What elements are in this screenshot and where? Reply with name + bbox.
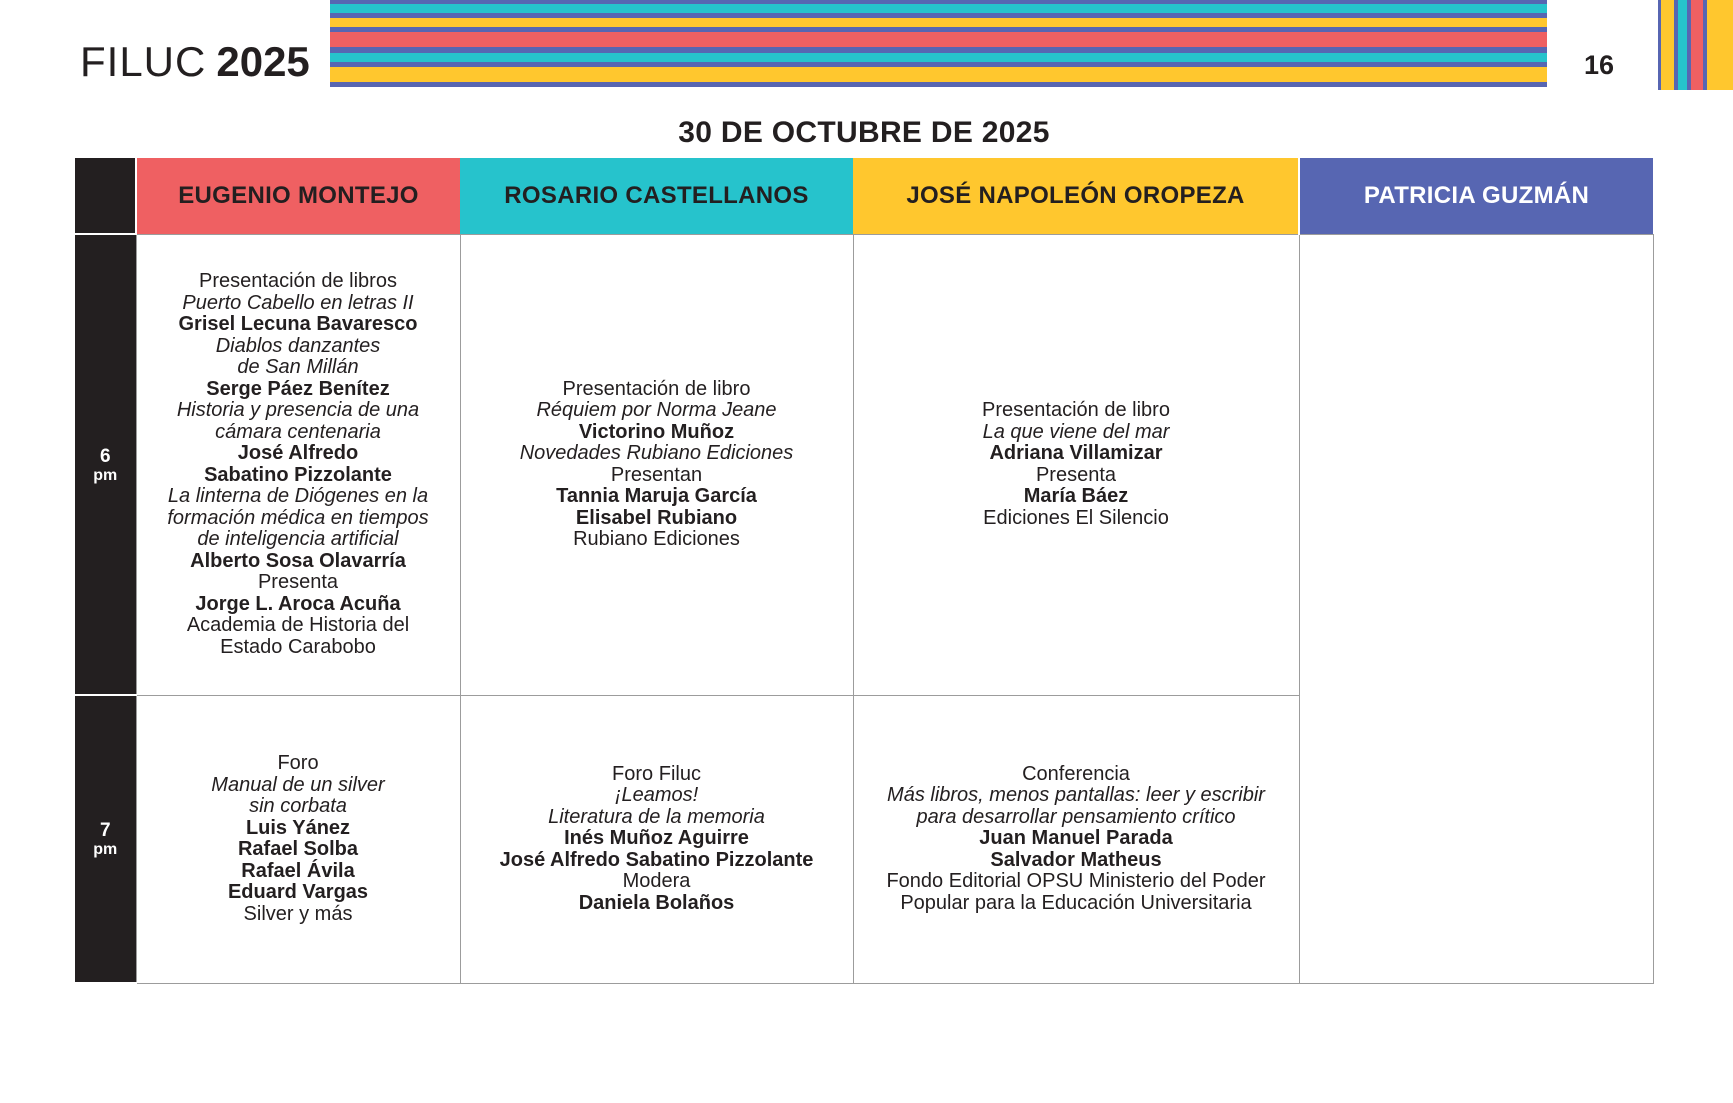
time-meridiem: pm <box>93 466 118 484</box>
event-cell-eugenio-montejo-7pm <box>136 695 460 983</box>
event-line: Foro Filuc <box>612 762 701 785</box>
event-cell-jose-napoleon-oropeza-7pm <box>853 695 1299 983</box>
event-line: Daniela Bolaños <box>578 891 735 914</box>
event-line: Luis Yánez <box>245 816 351 839</box>
event-line: Presentación de libros <box>199 270 397 292</box>
event-line: Más libros, menos pantallas: leer y escribir <box>887 784 1265 807</box>
event-line: María Báez <box>1023 485 1129 507</box>
logo-year: 2025 <box>216 38 310 85</box>
event-line: Novedades Rubiano Ediciones <box>519 442 794 464</box>
event-line: La linterna de Diógenes en la <box>167 485 429 507</box>
event-line: Foro <box>277 752 319 774</box>
event-line: Grisel Lecuna Bavaresco <box>178 313 418 335</box>
event-line: de inteligencia artificial <box>197 528 399 550</box>
logo-text: FILUC <box>80 38 207 85</box>
event-line: Tannia Maruja García <box>556 485 757 507</box>
event-line: Historia y presencia de una <box>176 399 420 421</box>
stripe-teal <box>330 4 1547 13</box>
event-line: Jorge L. Aroca Acuña <box>195 592 401 615</box>
event-cell-rosario-castellanos-7pm <box>460 695 853 983</box>
event-line: Manual de un silver <box>211 773 385 796</box>
date-title: 30 DE OCTUBRE DE 2025 <box>678 116 1050 149</box>
stripe-yellow <box>1661 0 1674 90</box>
event-line: Rubiano Ediciones <box>573 528 740 550</box>
event-line: Presentan <box>610 463 703 486</box>
schedule-table <box>75 158 1654 984</box>
stripe-teal <box>1678 0 1687 90</box>
event-line: Juan Manuel Parada <box>979 827 1173 850</box>
event-line: ¡Leamos! <box>614 784 699 807</box>
stripe-red <box>330 32 1547 47</box>
event-line: Sabatino Pizzolante <box>204 463 392 486</box>
time-hour: 6 <box>99 445 111 467</box>
corner-cell <box>75 158 136 234</box>
time-meridiem: pm <box>93 841 118 858</box>
event-cell-eugenio-montejo-6pm <box>136 234 460 695</box>
event-line: Victorino Muñoz <box>578 420 735 443</box>
event-line: Conferencia <box>1022 762 1130 785</box>
time-hour: 7 <box>99 820 111 841</box>
filuc-logo <box>80 40 310 84</box>
event-line: Silver y más <box>243 902 353 925</box>
event-line: Literatura de la memoria <box>548 805 765 828</box>
event-line: La que viene del mar <box>982 420 1170 443</box>
column-header-josé-napoleón-oropeza: JOSÉ NAPOLEÓN OROPEZA <box>853 158 1299 234</box>
event-line: sin corbata <box>249 795 347 817</box>
schedule-grid <box>75 158 1654 984</box>
stripe-yellow <box>330 18 1547 27</box>
stripe-yellow <box>330 67 1547 82</box>
event-line: Elisabel Rubiano <box>575 506 738 529</box>
event-line: Presenta <box>1035 463 1117 486</box>
event-line: Diablos danzantes <box>215 334 381 357</box>
event-line: Estado Carabobo <box>220 635 376 658</box>
column-header-rosario-castellanos: ROSARIO CASTELLANOS <box>460 158 853 234</box>
time-cell-7pm <box>75 695 136 983</box>
stripe-yellow <box>1707 0 1733 90</box>
page-number: 16 <box>1583 50 1615 80</box>
event-line: cámara centenaria <box>215 420 381 443</box>
event-line: Presentación de libro <box>982 399 1170 421</box>
event-cell-patricia-guzman-6pm <box>1299 234 1653 983</box>
event-line: Salvador Matheus <box>990 848 1162 871</box>
event-line: Adriana Villamizar <box>989 442 1163 464</box>
event-line: Presenta <box>257 571 339 593</box>
event-cell-jose-napoleon-oropeza-6pm <box>853 234 1299 695</box>
event-line: Popular para la Educación Universitaria <box>900 891 1252 914</box>
event-line: José Alfredo Sabatino Pizzolante <box>499 848 814 871</box>
event-line: Serge Páez Benítez <box>206 377 390 400</box>
event-line: Puerto Cabello en letras II <box>182 291 414 314</box>
event-line: para desarrollar pensamiento crítico <box>916 805 1236 828</box>
decorative-stripes-vertical <box>1658 0 1733 90</box>
event-line: Fondo Editorial OPSU Ministerio del Poder <box>886 870 1266 893</box>
decorative-stripes-horizontal <box>330 0 1547 87</box>
event-line: Inés Muñoz Aguirre <box>564 827 749 850</box>
event-line: José Alfredo <box>237 442 359 464</box>
column-header-patricia-guzmán: PATRICIA GUZMÁN <box>1299 158 1653 234</box>
event-line: Academia de Historia del <box>186 614 410 636</box>
event-line: Ediciones El Silencio <box>983 506 1169 529</box>
event-line: formación médica en tiempos <box>167 506 429 529</box>
event-line: Presentación de libro <box>562 377 751 400</box>
event-line: Eduard Vargas <box>227 881 369 903</box>
event-line: Alberto Sosa Olavarría <box>190 549 406 572</box>
event-line: Modera <box>622 870 691 893</box>
stripe-red <box>1691 0 1703 90</box>
column-header-eugenio-montejo: EUGENIO MONTEJO <box>136 158 460 234</box>
event-cell-rosario-castellanos-6pm <box>460 234 853 695</box>
event-line: Réquiem por Norma Jeane <box>536 399 777 421</box>
stripe-teal <box>330 53 1547 62</box>
event-line: Rafael Ávila <box>241 859 355 882</box>
stripe-blue <box>330 82 1547 87</box>
time-cell-6pm <box>75 234 136 695</box>
event-line: Rafael Solba <box>237 838 359 860</box>
event-line: de San Millán <box>237 356 359 378</box>
